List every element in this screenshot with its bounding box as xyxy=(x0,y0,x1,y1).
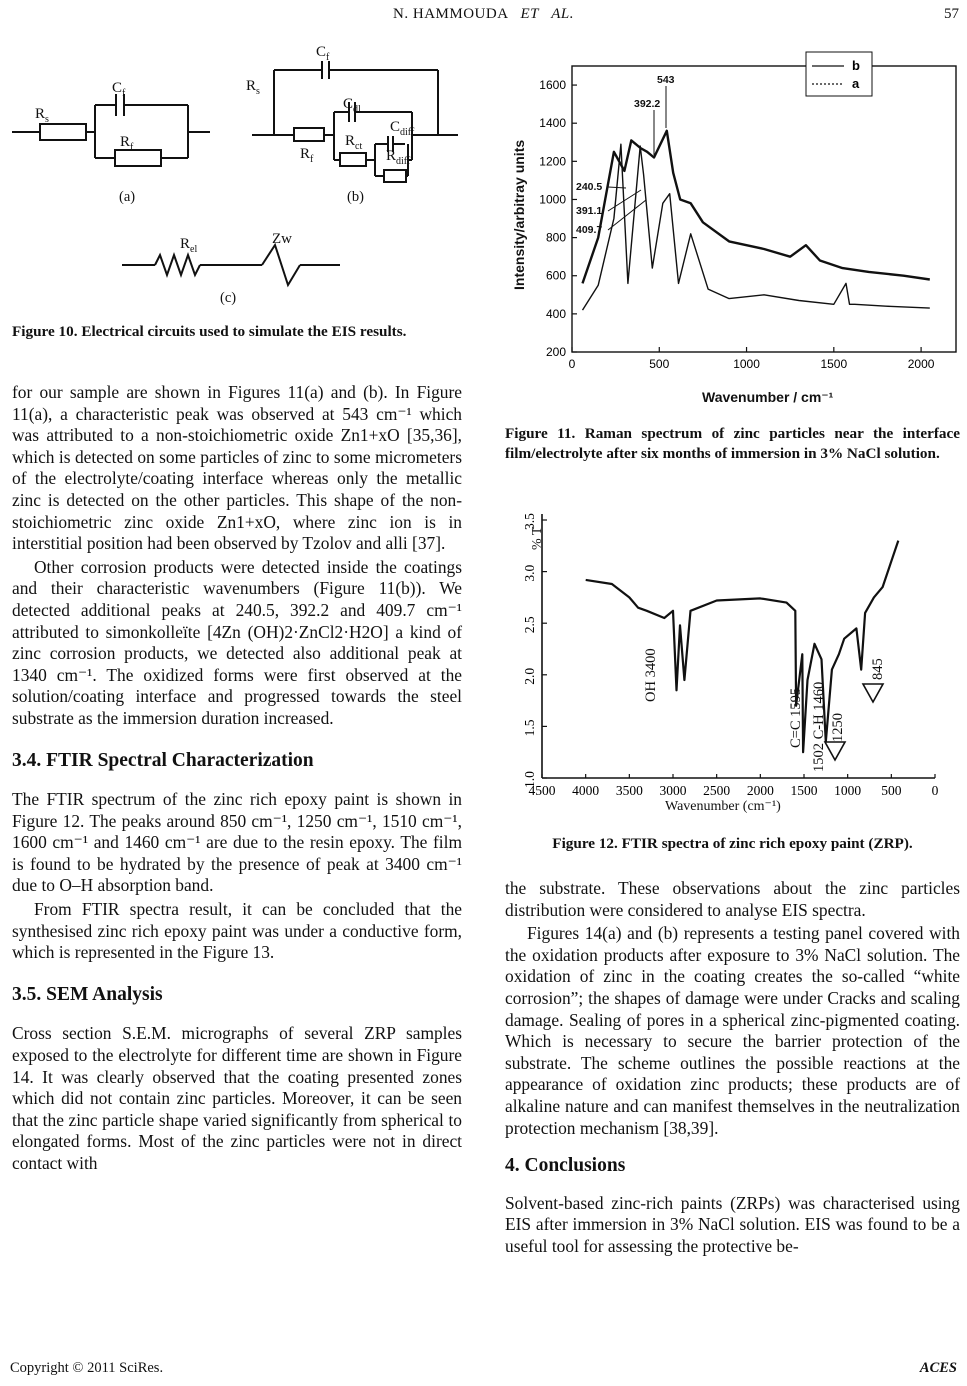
svg-text:Cf: $C_f$ xyxy=(112,80,126,99)
heading-3-4: 3.4. FTIR Spectral Characterization xyxy=(12,749,314,771)
raman-x-tick-label: 2000 xyxy=(907,357,935,371)
ftir-annot-845: 845 xyxy=(870,658,886,680)
raman-y-tick-label: 400 xyxy=(545,306,566,321)
footer-journal: ACES xyxy=(919,1360,957,1376)
fig10-label-a: (a) xyxy=(119,189,136,205)
left-para-2: Other corrosion products were detected inside the coatings and their characteristic wavenumbers (Figure 11(b)). We detected additional peaks at 240.5, 392.2 and 409.7 cm⁻¹ attributed to simonkolleïte [4Zn (OH)2·ZnCl2·H2O] a kind of zinc corrosion products, we detected also additional peak at 1340 cm⁻¹. The oxidized forms were first observed at the solution/coating interface and progressed towards the steel substrate as the immersion duration increased. xyxy=(12,556,462,728)
fig10-label-b: (b) xyxy=(347,189,364,205)
left-para-3: The FTIR spectrum of the zinc rich epoxy paint is shown in Figure 12. The peaks around 850 cm⁻¹, 1250 cm⁻¹, 1510 cm⁻¹, 1600 cm⁻¹ and 1460 cm⁻¹ are due to the resin epoxy. The film is found to be hydrated by the presence of peak at 3400 cm⁻¹ due to O–H absorption band. xyxy=(12,789,462,896)
raman-x-tick-label: 1500 xyxy=(820,357,848,371)
heading-3-5: 3.5. SEM Analysis xyxy=(12,983,163,1005)
ftir-y-tick-label: 2.0 xyxy=(522,667,537,685)
figure-10-circuits xyxy=(0,36,470,308)
fig10-label-c: (c) xyxy=(220,290,237,306)
ftir-y-tick-label: 1.5 xyxy=(522,719,537,737)
ftir-y-tick-label: 3.0 xyxy=(522,564,537,582)
svg-text:Cdl: $C_{dl}$ xyxy=(343,96,361,115)
raman-x-label: Wavenumber / cm⁻¹ xyxy=(702,389,834,405)
right-column xyxy=(505,878,960,1258)
ftir-x-tick-label: 4000 xyxy=(572,783,600,798)
svg-text:Rs: $R_s$ xyxy=(246,78,260,97)
svg-text:Cf: $C_f$ xyxy=(316,44,330,63)
page-footer xyxy=(10,1360,957,1380)
raman-y-tick-label: 1000 xyxy=(539,192,566,207)
ftir-x-tick-label: 4500 xyxy=(528,783,556,798)
right-para-2: Figures 14(a) and (b) represents a testing panel covered with the oxidation products after exposure to 3% NaCl solution. The oxidation of zinc in the coating creates the so-called “white corrosion”; the shapes of damage were under Cracks and scaling damage. Sealing of pores in a spherical zinc-pigmented coating. Which is necessary to secure the barrier protection of the substrate. The scheme outlines the possible reactions at the appearance of oxidation zinc products; these products are of alkaline nature and can manifest themselves in the neutralization protection mechanism [38,39]. xyxy=(505,923,960,1138)
ftir-y-tick-label: 3.5 xyxy=(522,513,537,530)
svg-text:Rdiff: $R_{diff}$ xyxy=(386,148,411,167)
raman-legend xyxy=(806,52,872,96)
raman-annot-409-7: 409.7 xyxy=(576,224,603,236)
svg-text:Rel: $R_{el}$ xyxy=(180,236,198,255)
ftir-x-tick-label: 3000 xyxy=(659,783,687,798)
raman-x-tick-label: 1000 xyxy=(733,357,760,371)
svg-text:Cdiff: $C_{diff}$ xyxy=(390,119,415,138)
raman-y-tick-label: 1600 xyxy=(539,78,566,93)
svg-text:Rf: $R_f$ xyxy=(120,134,134,153)
ftir-y-tick-label: 1.0 xyxy=(522,771,537,788)
ftir-y-tick-label: 2.5 xyxy=(522,616,537,634)
figure-10-caption: Figure 10. Electrical circuits used to simulate the EIS results. xyxy=(12,323,407,340)
figure-11-raman-chart xyxy=(506,40,961,410)
footer-copyright: Copyright © 2011 SciRes. xyxy=(10,1360,164,1376)
svg-text:Zw: Zw xyxy=(272,231,292,247)
page-number: 57 xyxy=(944,6,959,22)
ftir-annot-1250: 1250 xyxy=(830,713,846,742)
raman-legend-a: a xyxy=(852,76,860,91)
left-para-1: for our sample are shown in Figures 11(a) and (b). In Figure 11(a), a characteristic peak was observed at 543 cm⁻¹ which was attributed to a non-stoichiometric oxide Zn1+xO [35,36], which is detected on some particles of zinc to some micrometers of the electrolyte/coating interface whereas only the metallic zinc is detected on the other particles. This shape of the non-stoichiometric zinc oxide Zn1+xO, where zinc ion is in interstitial position had been observed by Tzolov and alli [37]. xyxy=(12,382,462,554)
raman-annot-392-2: 392.2 xyxy=(634,98,661,110)
raman-y-tick-label: 600 xyxy=(545,268,566,283)
ftir-x-tick-label: 500 xyxy=(881,783,902,798)
raman-legend-b: b xyxy=(852,58,860,73)
ftir-annot-cc: C=C 1595 xyxy=(788,687,804,748)
raman-annot-240-5: 240.5 xyxy=(576,181,603,193)
figure-11-caption: Figure 11. Raman spectrum of zinc particles near the interface film/electrolyte after six months of immersion in 3% NaCl solution. xyxy=(505,425,960,462)
left-para-4: From FTIR spectra result, it can be concluded that the synthesised zinc rich epoxy paint was under a conductive form, which is represented in the Figure 13. xyxy=(12,899,462,963)
running-title: N. HAMMOUDA ET AL. xyxy=(393,6,574,22)
right-para-3: Solvent-based zinc-rich paints (ZRPs) was characterised using EIS after immersion in 3% NaCl solution. EIS was found to be a useful tool for assessing the protective be- xyxy=(505,1192,960,1256)
svg-text:Rct: $R_{ct}$ xyxy=(345,133,363,152)
figure-12-caption: Figure 12. FTIR spectra of zinc rich epoxy paint (ZRP). xyxy=(552,835,913,852)
left-column xyxy=(12,382,462,1175)
raman-y-tick-label: 800 xyxy=(545,230,566,245)
figure-12-ftir-chart xyxy=(505,510,960,820)
ftir-x-tick-label: 1500 xyxy=(790,783,818,798)
page-header xyxy=(0,6,967,26)
raman-x-tick-label: 500 xyxy=(649,357,670,371)
svg-text:Rs: $R_s$ xyxy=(35,106,49,125)
ftir-x-tick-label: 0 xyxy=(931,783,939,798)
ftir-x-tick-label: 1000 xyxy=(834,783,862,798)
raman-x-tick-label: 0 xyxy=(568,357,576,371)
ftir-x-tick-label: 3500 xyxy=(615,783,643,798)
ftir-annot-oh: OH 3400 xyxy=(643,648,659,702)
raman-annot-543: 543 xyxy=(657,74,675,86)
ftir-x-tick-label: 2500 xyxy=(703,783,731,798)
ftir-x-tick-label: 2000 xyxy=(746,783,774,798)
raman-y-label: Intensity/arbitray units xyxy=(511,139,527,290)
ftir-y-label: % T xyxy=(530,526,545,550)
heading-4: 4. Conclusions xyxy=(505,1155,626,1177)
svg-text:Rf: $R_f$ xyxy=(300,146,314,165)
ftir-x-label: Wavenumber (cm⁻¹) xyxy=(665,799,781,814)
raman-y-tick-label: 1400 xyxy=(539,116,566,131)
left-para-5: Cross section S.E.M. micrographs of several ZRP samples exposed to the electrolyte for different time are shown in Figure 14. It was clearly observed that the coating presented zones which did not contain zinc particles. Moreover, it can be seen that the zinc particle shape varied significantly from spherical to elongated forms. Most of the zinc particles were not in direct contact with xyxy=(12,1023,462,1173)
raman-y-tick-label: 1200 xyxy=(539,154,566,169)
raman-y-tick-label: 200 xyxy=(545,345,566,359)
raman-annot-391-1: 391.1 xyxy=(576,205,603,217)
ftir-annot-ch: 1502 C-H 1460 xyxy=(811,681,827,772)
right-para-1: the substrate. These observations about the zinc particles distribution were considered to analyse EIS spectra. xyxy=(505,878,960,920)
